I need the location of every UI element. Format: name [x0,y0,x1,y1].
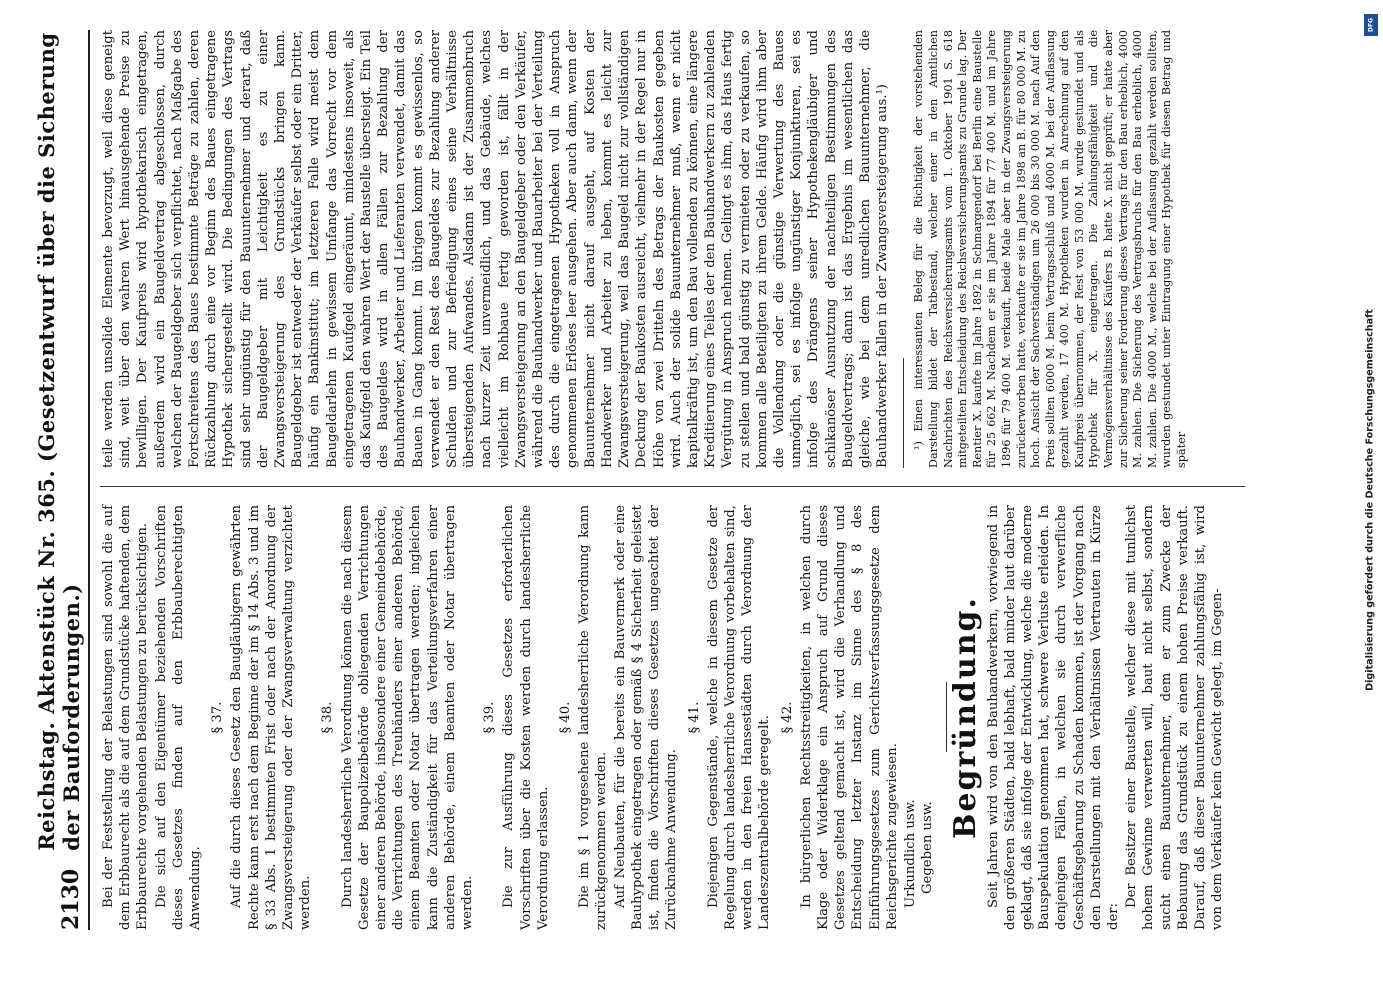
paragraph: Durch landesherrliche Verordnung können die nach diesem Gesetze der Baupolizeibehörde obliegenden Verrichtungen einer anderen Behörde, insbesondere einer Gemeindebehörde, die Verrichtungen des Treuhänders einer anderen Behörde, einem Beamten oder Notar übertragen werden; ingleichen kann die Zuständigkeit für das Verteilungsverfahren einer anderen Behörde, einem Beamten oder Notar übertragen werden. [339,505,476,930]
section-title: Begründung. [948,596,984,839]
divider [946,683,947,753]
section-heading: § 41. [686,701,702,734]
paragraph: Auf Neubauten, für die bereits ein Bauvermerk oder eine Bauhypothek eingetragen oder gemäß § 4 Sicherheit geleistet ist, finden die Vorschriften dieses Gesetzes ungeachtet der Zurücknahme Anwendung. [612,505,680,930]
dfg-logo: DFG [1364,14,1378,36]
paragraph: Die im § 1 vorgesehene landesherrliche Verordnung kann zurückgenommen werden. [577,505,610,930]
paragraph: Bei der Feststellung der Belastungen sind sowohl die auf dem Erbbaurecht als die auf dem Grundstücke haftenden, dem Erbbaurechte vorgehenden Belastungen zu berücksichtigen. [101,505,151,930]
paragraph: Seit Jahren wird von den Bauhandwerkern, vorwiegend in den größeren Städten, bald lebhaft, bald minder laut darüber geklagt, daß sie infolge der Entwicklung, welche die moderne Bauspekulation genommen hat, schwere Verluste erleiden. In denjenigen Fällen, in welchen sie durch verwerfliche Geschäftsgebarung zu Schaden kommen, ist der Vorgang nach den Darstellungen mit den Verhältnissen Vertrauten in Kürze der: [985,505,1121,930]
paragraph: Diejenigen Gegenstände, welche in diesem Gesetze der Regelung durch landesherrliche Verordnung vorbehalten sind, werden in den freien Hansestädten durch Verordnung der Landeszentralbehörde geregelt. [705,505,773,930]
section-heading: § 38. [320,701,336,734]
digitization-credit [1362,14,1378,986]
section-heading: § 42. [779,701,795,734]
paragraph: Auf die durch dieses Gesetz den Baugläubigern gewährten Rechte kann erst nach dem Beginne der im § 14 Abs. 3 und im § 33 Abs. 1 bestimmten Frist oder nach der Anordnung der Zwangsversteigerung oder der Zwangsverwaltung verzichtet werden. [229,505,314,930]
paragraph: teile werden unsolide Elemente bevorzugt, weil diese geneigt sind, weit über den wahren Wert hinausgehende Preise zu bewilligen. Der Kaufpreis wird hypothekarisch eingetragen, außerdem wird ein Baugeldvertrag abgeschlossen, durch welchen der Baugeldgeber sich verpflichtet, nach Maßgabe des Fortschreitens des Baues bestimmte Beträge zu zahlen, deren Rückzahlung durch eine vor Beginn des Baues eingetragene Hypothek sichergestellt wird. Die Bedingungen des Vertrags sind sehr ungünstig für den Bauunternehmer und derart, daß der Baugeldgeber mit Leichtigkeit es zu einer Zwangsversteigerung des Grundstücks bringen kann. Baugeldgeber ist entweder der Verkäufer selbst oder ein Dritter, häufig ein Bankinstitut; im letzteren Falle wird meist dem Baugeldarlehn in gewissem Umfange das Vorrecht vor dem eingetragenen Kaufgeld eingeräumt, mindestens insoweit, als das Kaufgeld den wahren Wert der Baustelle übersteigt. Ein Teil des Baugeldes wird in allen Fällen zur Bezahlung der Bauhandwerker, Arbeiter und Lieferanten verwendet, damit das Bauen in Gang kommt. Im übrigen kommt es gewissenlos, so verwendet er den Rest des Baugeldes zur Bezahlung anderer Schulden und zur Befriedigung eines seine Verhältnisse übersteigenden Aufwandes. Alsdann ist der Zusammenbruch nach kurzer Zeit unvermeidlich, und das Gebäude, welches vielleicht im Rohbaue fertig geworden ist, fällt in der Zwangsversteigerung an den Baugeldgeber oder den Verkäufer, während die Bauhandwerker und Bauarbeiter bei der Verteilung des durch die eingetragenen Hypotheken voll in Anspruch genommenen Erlöses leer ausgehen. Aber auch dann, wenn der Bauunternehmer nicht darauf ausgeht, auf Kosten der Handwerker und Arbeiter zu leben, kommt es leicht zur Zwangsversteigerung, weil das Baugeld nicht zur vollständigen Deckung der Baukosten ausreicht, vielmehr in der Regel nur in Höhe von zwei Dritteln des Betrags der Baukosten gegeben wird. Auch der solide Bauunternehmer muß, wenn er nicht kapitalkräftig ist, um den Bau vollenden zu können, eine längere Kreditierung eines Teiles der den Bauhandwerkern zu zahlenden Vergütung in Anspruch nehmen. Gelingt es ihm, das Haus fertig zu stellen und bald günstig zu vermieten oder zu verkaufen, so kommen alle Beteiligten zu ihrem Gelde. Häufig wird ihm aber die Vollendung oder die günstige Verwertung des Baues unmöglich, sei es infolge ungünstiger Konjunkturen, sei es infolge des Drängens seiner Hypothekengläubiger und schikanöser Ausnutzung der nachteiligen Bestimmungen des Baugeldvertrags; dann ist das Ergebnis im wesentlichen das gleiche, wie bei dem unredlichen Bauunternehmer, die Bauhandwerker fallen in der Zwangsversteigerung aus.¹) [101,30,891,468]
closing-formula: Urkundlich usw. [902,799,918,908]
left-column [100,505,1227,930]
paragraph: Die zur Ausführung dieses Gesetzes erforderlichen Vorschriften über die Kosten werden durch landesherrliche Verordnung erlassen. [501,505,551,930]
closing-formula: Gegeben usw. [920,801,936,894]
page-title: Reichstag. Aktenstück Nr. 365. (Gesetzentwurf über die Sicherung der Bauforderungen.) [34,32,84,851]
section-heading: § 37. [210,701,226,734]
column-divider [100,486,1245,487]
paragraph: Der Besitzer einer Baustelle, welcher diese mit tunlichst hohem Gewinne verwerten will, baut nicht selbst, sondern sucht einen Bauunternehmer, dem er zum Zwecke der Bebauung das Grundstück zu einem hohen Preise verkauft. Darauf, daß dieser Bauunternehmer zahlungsfähig ist, wird von dem Verkäufer kein Gewicht gelegt, im Gegen- [1124,505,1226,930]
section-heading: § 40. [558,701,574,734]
credit-text: Digitalisierung gefördert durch die Deutsche Forschungsgemeinschaft [1364,309,1376,691]
footnote: ¹) Einen interessanten Beleg für die Richtigkeit der vorstehenden Darstellung bildet der Tatbestand, welcher einer in den Amtlichen Nachrichten des Reichsversicherungsamts vom 1. Oktober 1901 S. 618 mitgeteilten Entscheidung des Reichsversicherungsamts zu Grunde lag. Der Rentier X. kaufte im Jahre 1892 in Schmargendorf bei Berlin eine Baustelle für 25 662 M. Nachdem er sie im Jahre 1894 für 77 400 M. und im Jahre 1896 für 79 400 M. verkauft, beide Male aber in der Zwangsversteigerung zurückerworben hatte, verkaufte er sie im Jahre 1898 an B. für 80 000 M. zu hoch. Ansicht der Sachverständigen um 26 000 bis 30 000 M. nach Auf den Preis sollten 6000 M. beim Vertragsschluß und 4000 M. bei der Auflassung gezahlt werden, 17 400 M. Hypotheken wurden in Anrechnung auf den Kaufpreis übernommen, der Rest von 53 000 M. wurde gestundet und als Hypothek für X. eingetragen. Die Zahlungsfähigkeit und die Vermögensverhältnisse des Käufers B. hatte X. nicht geprüft; er hatte aber zur Sicherung seiner Forderung dieses Vertrags für den Bau erheblich, 4000 M. zahlen. Die Sicherung des Vertragsbruchs für den Bau erheblich, 4000 M. zahlen. Die 4000 M., welche bei der Auflassung gezahlt werden sollten, wurden gestundet unter Eintragung einer Hypothek für diesen Betrag und später [912,30,1189,468]
page-number: 2130 [58,868,84,930]
footnote-divider [903,358,904,468]
section-heading: § 39. [482,701,498,734]
paragraph: In bürgerlichen Rechtsstreitigkeiten, in welchen durch Klage oder Widerklage ein Anspruch auf Grund dieses Gesetzes geltend gemacht ist, wird die Verhandlung und Entscheidung letzter Instanz im Sinne des § 8 des Einführungsgesetzes zum Gerichtsverfassungsgesetze dem Reichsgerichte zugewiesen. [798,505,900,930]
paragraph: Die sich auf den Eigentümer beziehenden Vorschriften dieses Gesetzes finden auf den Erbbauberechtigten Anwendung. [153,505,204,930]
page-header [34,30,90,930]
right-column [100,30,1191,468]
rotated-text-block [34,30,1350,930]
